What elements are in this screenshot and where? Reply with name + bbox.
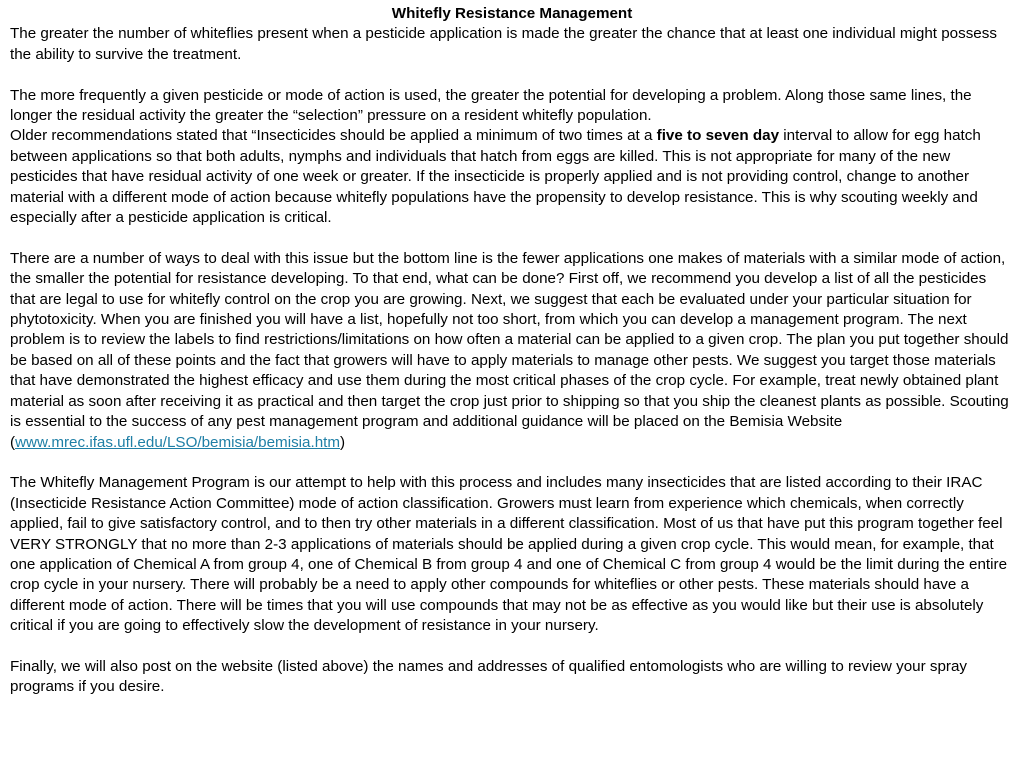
paragraph-spacer — [10, 65, 1014, 85]
paragraph-frequency: The more frequently a given pesticide or mode of action is used, the greater the potential for developing a problem. Along those same lines, the longer the residual activity the greater the “selection” pressure on a resident whitefly population. — [10, 86, 972, 125]
document-title: Whitefly Resistance Management — [391, 5, 633, 22]
paragraph-older-recommendations — [10, 126, 1014, 228]
paragraph-spacer — [10, 637, 1014, 657]
paragraph-ways-to-deal — [10, 249, 1014, 453]
older-recommendations-text-start: Older recommendations stated that “Insecticides should be applied a minimum of two times at a — [10, 127, 657, 145]
bemisia-website-link[interactable]: www.mrec.ifas.ufl.edu/LSO/bemisia/bemisia.htm — [15, 433, 341, 451]
paragraph-spacer — [10, 453, 1014, 473]
ways-to-deal-text: There are a number of ways to deal with this issue but the bottom line is the fewer applications one makes of materials with a similar mode of action, the smaller the potential for resistance developing. To that end, what can be done? First off, we recommend you develop a list of all the pesticides that are legal to use for whitefly control on the crop you are growing. Next, we suggest that each be evaluated under your particular situation for phytotoxicity. When you are finished you will have a list, hopefully not too short, from which you can develop a management program. The next problem is to review the labels to find restrictions/limitations on how often a material can be applied to a given crop. The plan you put together should be based on all of these points and the fact that growers will have to apply materials to manage other pests. We suggest you target those materials that have demonstrated the highest efficacy and use them during the most critical phases of the crop cycle. For example, treat newly obtained plant material as soon after receiving it as practical and then target the crop just prior to shipping so that you ship the cleanest plants as possible. Scouting is essential to the success of any pest management program and additional guidance will be placed on the Bemisia Website ( — [10, 249, 1009, 451]
document-page — [10, 4, 1014, 698]
emphasis-interval: five to seven day — [656, 127, 780, 145]
paragraph-whitefly-numbers: The greater the number of whiteflies present when a pesticide application is made the greater the chance that at least one individual might possess the ability to survive the treatment. — [10, 25, 997, 63]
paragraph-spacer — [10, 228, 1014, 248]
older-recommendations-text-end: interval to allow for egg hatch between applications so that both adults, nymphs and individuals that hatch from eggs are killed. This is not appropriate for many of the new pesticides that have residual activity of one week or greater. If the insecticide is properly applied and is not providing control, change to another material with a different mode of action because whitefly populations have the propensity to develop resistance. This is why scouting weekly and especially after a pesticide application is critical. — [10, 127, 981, 227]
paragraph-management-program: The Whitefly Management Program is our attempt to help with this process and includes many insecticides that are listed according to their IRAC (Insecticide Resistance Action Committee) mode of action classification. Growers must learn from experience which chemicals, when correctly applied, fail to give satisfactory control, and to then try other materials in a different classification. Most of us that have put this program together feel VERY STRONGLY that no more than 2-3 applications of materials should be applied during a given crop cycle. This would mean, for example, that one application of Chemical A from group 4, one of Chemical B from group 4 and one of Chemical C from group 4 would be the limit during the entire crop cycle in your nursery. There will probably be a need to apply other compounds for whiteflies or other pests. These materials should have a different mode of action. There will be times that you will use compounds that may not be as effective as you would like but their use is absolutely critical if you are going to effectively slow the development of resistance in your nursery. — [10, 474, 1008, 635]
ways-to-deal-close-paren: ) — [340, 433, 346, 451]
paragraph-finally: Finally, we will also post on the website (listed above) the names and addresses of qualified entomologists who are willing to review your spray programs if you desire. — [10, 657, 968, 696]
